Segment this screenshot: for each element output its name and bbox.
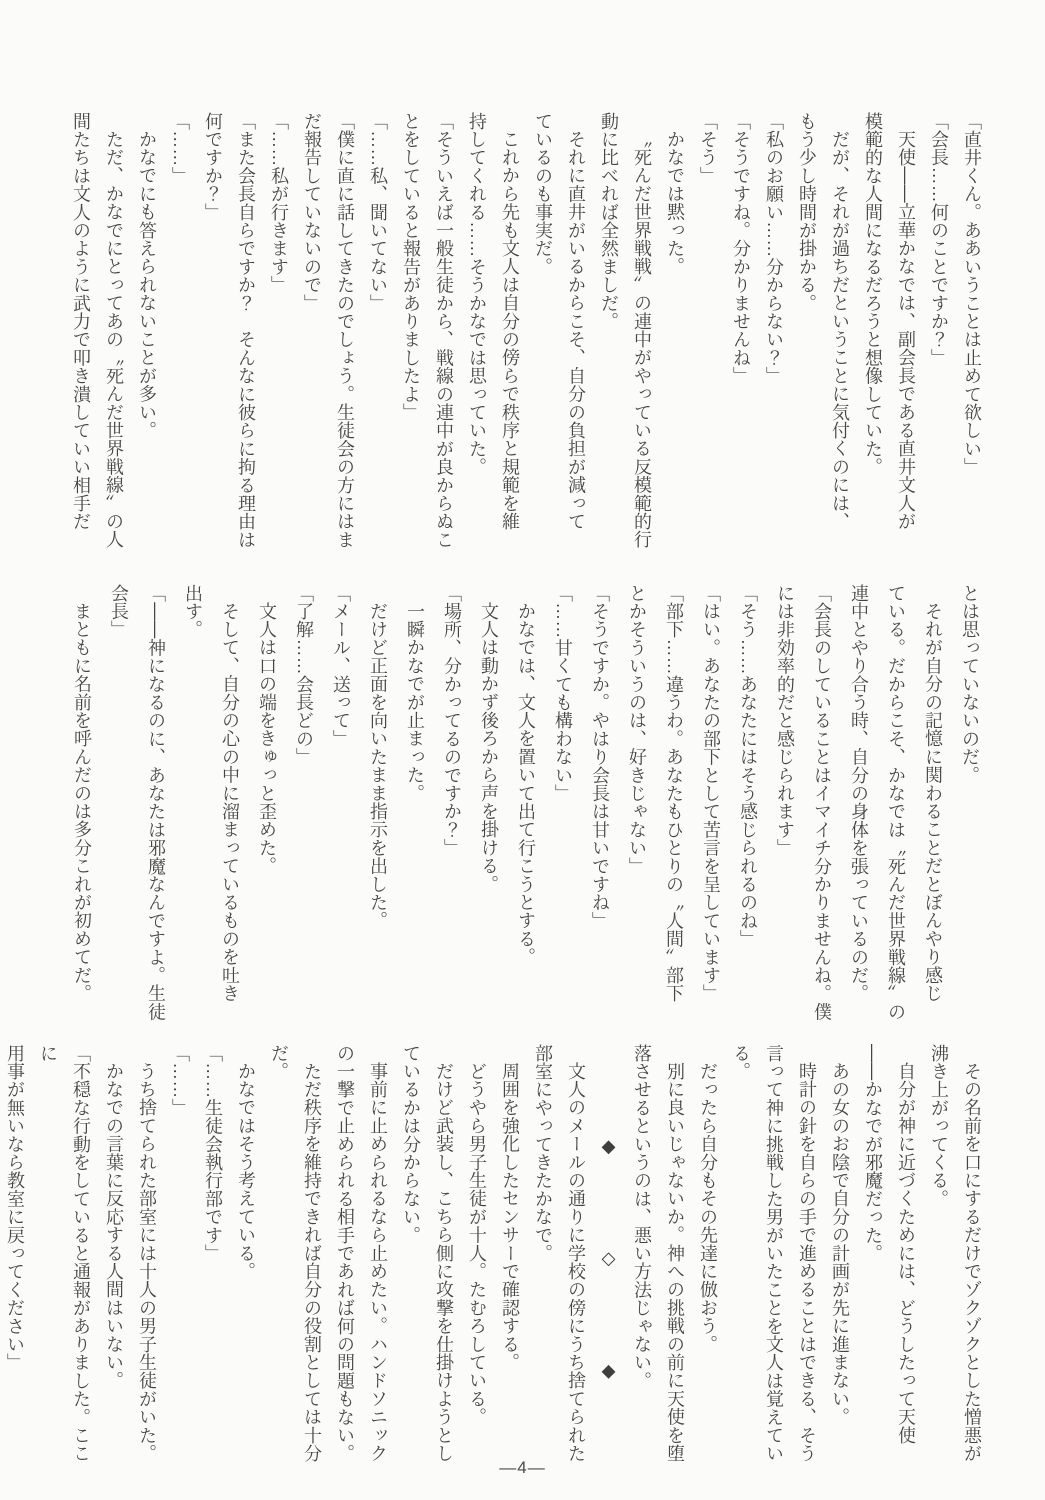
text-column: 「また会長自らですか？ そんなに彼らに拘る理由は	[236, 112, 256, 549]
text-column: まともに名前を呼んだのは多分これが初めてだ。	[72, 602, 92, 1003]
text-column: 用事が無いなら教室に戻ってください」	[5, 1044, 25, 1372]
text-column: ただ秩序を維持できれば自分の役割としては十分だ。	[269, 1044, 322, 1463]
text-column: とは思っていないのだ。	[960, 584, 980, 785]
text-column: 〝死んだ世界戦戦〟の連中がやっている反模範的行	[632, 130, 652, 549]
text-column: うち捨てられた部室には十人の男子生徒がいた。	[137, 1062, 157, 1463]
text-column: 「直井くん。ああいうことは止めて欲しい」	[962, 112, 982, 476]
text-column: 何ですか？」	[203, 112, 223, 222]
text-column: 別に良いじゃないか。神への挑戦の前に天使を堕	[665, 1062, 685, 1463]
text-column: どうやら男子生徒が十人。たむろしている。	[467, 1062, 487, 1426]
text-column: かなでは、文人を置いて出て行こうとする。	[516, 602, 536, 966]
text-column: かなでにも答えられないことが多い。	[137, 130, 157, 440]
text-column: だけど武装し、こちら側に攻撃を仕掛けようとし	[434, 1062, 454, 1463]
text-column: ただ、かなでにとってあの〝死んだ世界戦線〟の人	[104, 130, 124, 549]
text-column: 「……」	[170, 112, 190, 185]
text-column: かなでの言葉に反応する人間はいない。	[104, 1062, 124, 1390]
text-column: 「はい。あなたの部下として苦言を呈しています」	[701, 584, 721, 1003]
text-column: とをしていると報告がありましたよ」	[401, 112, 421, 422]
text-column: 「そう」	[698, 112, 718, 185]
text-column: 持してくれる……そうかなでは思っていた。	[467, 112, 487, 476]
text-column: 周囲を強化したセンサーで確認する。	[500, 1062, 520, 1372]
text-column: 自分が神に近づくためには、どうしたって天使	[896, 1062, 916, 1445]
text-column: 「メール、送って」	[331, 584, 351, 748]
text-column: もう少し時間が掛かる。	[797, 112, 817, 313]
text-column: 「僕に直に話してきたのでしょう。生徒会の方にはま	[335, 112, 355, 549]
text-column: 「会長……何のことですか？」	[929, 112, 949, 367]
text-column: かなでは黙った。	[665, 130, 685, 276]
text-column: 「了解……会長どの」	[294, 584, 314, 766]
text-column: だが、それが過ちだということに気付くのには、	[830, 130, 850, 531]
text-column: 「……甘くても構わない」	[553, 584, 573, 803]
text-column: これから先も文人は自分の傍らで秩序と規範を維	[500, 130, 520, 531]
text-column: 連中とやり合う時、自分の身体を張っているのだ。	[849, 584, 869, 1003]
text-column: 「不穏な行動をしていると通報がありました。ここに	[38, 1044, 91, 1463]
text-column: 一瞬かなでが止まった。	[405, 602, 425, 803]
text-column: 模範的な人間になるだろうと想像していた。	[863, 112, 883, 476]
text-column: そして、自分の心の中に溜まっているものを吐き	[220, 602, 240, 1003]
text-block-1	[64, 112, 988, 562]
text-column: 「そうですね。分かりませんね」	[731, 112, 751, 385]
text-column: 「場所、分かってるのですか？」	[442, 584, 462, 857]
text-column: 落させるというのは、悪い方法じゃない。	[632, 1044, 652, 1390]
text-column: 会長」	[109, 584, 129, 639]
page-footer	[0, 1458, 1045, 1478]
text-column: 事前に止められるなら止めたい。ハンドソニック	[368, 1062, 388, 1463]
text-column: 文人は動かず後ろから声を掛ける。	[479, 602, 499, 894]
text-column: 「——神になるのに、あなたは邪魔なんですよ。生徒	[146, 584, 166, 1021]
text-block-3	[0, 1044, 988, 1474]
text-column: それに直井がいるからこそ、自分の負担が減って	[566, 130, 586, 531]
text-column: 文人は口の端をきゅっと歪めた。	[257, 602, 277, 875]
text-column: 時計の針を自らの手で進めることはできる、そう	[797, 1062, 817, 1463]
text-column: 「そう……あなたにはそう感じられるのね」	[738, 584, 758, 948]
text-column: 「私のお願い……分からない？」	[764, 112, 784, 385]
text-column: る。	[731, 1044, 751, 1081]
text-column: 天使——立華かなでは、副会長である直井文人が	[896, 130, 916, 531]
text-column: 「……」	[170, 1044, 190, 1117]
text-column: 沸き上がってくる。	[929, 1044, 949, 1208]
text-column: 「……私が行きます」	[269, 112, 289, 294]
text-column: ている。だからこそ、かなでは〝死んだ世界戦線〟の	[886, 584, 906, 1021]
text-column: 文人のメールの通りに学校の傍にうち捨てられた	[566, 1062, 586, 1463]
text-column: 「……私、聞いてない」	[368, 112, 388, 313]
section-separator: ◆ ◇ ◆	[599, 1136, 619, 1382]
text-column: あの女のお陰で自分の計画が先に進まない。	[830, 1062, 850, 1426]
text-column: 「そういえば一般生徒から、戦線の連中が良からぬこ	[434, 112, 454, 549]
text-column: 「そうですか。やはり会長は甘いですね」	[590, 584, 610, 930]
text-column: ているのも事実だ。	[533, 112, 553, 276]
text-block-2	[63, 584, 988, 1034]
text-column: 出す。	[183, 584, 203, 639]
text-column: ているかは分からない。	[401, 1044, 421, 1245]
text-column: だったら自分もその先達に倣おう。	[698, 1062, 718, 1354]
text-column: それが自分の記憶に関わることだとぼんやり感じ	[923, 602, 943, 1003]
page-number: —4—	[499, 1458, 546, 1477]
text-column: 「会長のしていることはイマイチ分かりませんね。僕	[812, 584, 832, 1021]
text-column: には非効率的だと感じられます」	[775, 584, 795, 857]
text-column: 間たちは文人のように武力で叩き潰していい相手だ	[71, 112, 91, 531]
text-column: 言って神に挑戦した男がいたことを文人は覚えてい	[764, 1044, 784, 1463]
text-column: 「……生徒会執行部です」	[203, 1044, 223, 1263]
text-column: 動に比べれば全然ましだ。	[599, 112, 619, 331]
text-column: 部室にやってきたかなで。	[533, 1044, 553, 1263]
text-column: 「部下……違うわ。あなたもひとりの〝人間〟部下	[664, 584, 684, 1003]
text-column: の一撃で止められる相手であれば何の問題もない。	[335, 1044, 355, 1463]
text-column: その名前を口にするだけでゾクゾクとした憎悪が	[962, 1062, 982, 1463]
text-column: だ報告していないので」	[302, 112, 322, 313]
text-column: ——かなでが邪魔だった。	[863, 1044, 883, 1263]
text-column: とかそういうのは、好きじゃない」	[627, 584, 647, 876]
text-column: かなではそう考えている。	[236, 1062, 256, 1281]
text-column: だけど正面を向いたまま指示を出した。	[368, 602, 388, 930]
